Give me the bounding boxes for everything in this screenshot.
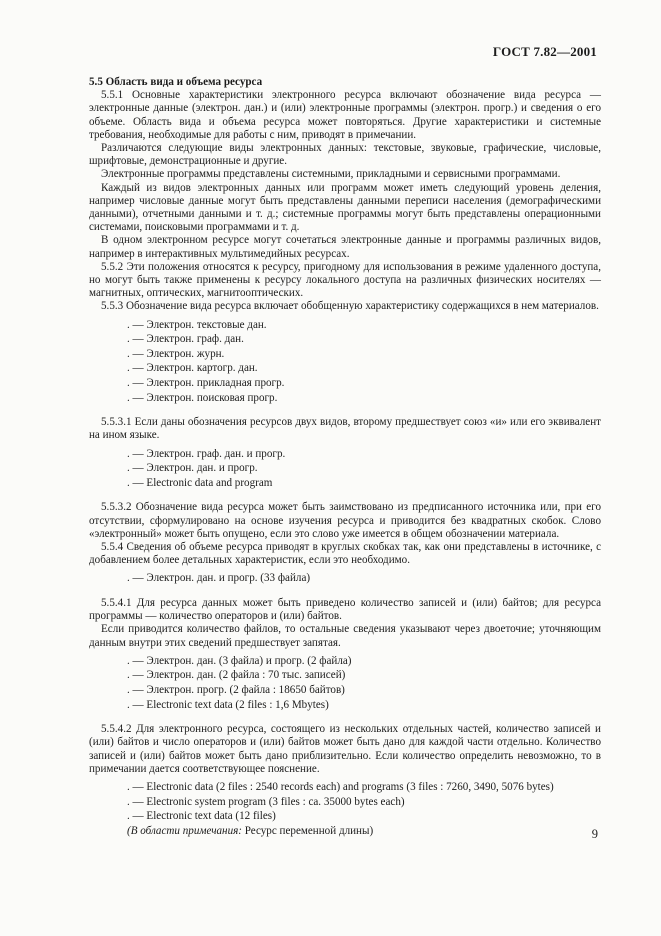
- list-item: . — Электрон. текстовые дан.: [127, 318, 267, 331]
- paragraph-file-count: Если приводится количество файлов, то остальные сведения указывают через двоеточие; уточняющим данным внутри этих сведений предшествует запятая.: [89, 623, 601, 649]
- list-item: . — Electronic system program (3 files : ca. 35000 bytes each): [127, 795, 405, 808]
- section-body: [89, 76, 601, 842]
- list-item: . — Электрон. журн.: [127, 347, 225, 360]
- example-list-5-5-4-1: [89, 654, 601, 712]
- paragraph-5-5-2: 5.5.2 Эти положения относятся к ресурсу, пригодному для использования в режиме удаленного доступа, но могут быть также применены к ресурсу локального доступа на различных физических носителях — магнитных, оптических, магнитооптических.: [89, 260, 601, 300]
- list-item: . — Electronic text data (2 files : 1,6 Mbytes): [127, 698, 329, 711]
- paragraph-5-5-4-1: 5.5.4.1 Для ресурса данных может быть приведено количество записей и (или) байтов; для ресурса программы — количество операторов и (или) байтов.: [89, 597, 601, 623]
- paragraph-division-level: Каждый из видов электронных данных или программ может иметь следующий уровень деления, например числовые данные могут быть представлены данными переписи населения (демографическими данными), отчетными данными и т. д.; системные программы могут быть представлены операционными системами, поисковыми программами и т. д.: [89, 181, 601, 234]
- list-item: . — Electronic data and program: [127, 476, 273, 489]
- paragraph-combination: В одном электронном ресурсе могут сочетаться электронные данные и программы различных видов, например в интерактивных мультимедийных ресурсах.: [89, 234, 601, 260]
- example-list-5-5-4: [89, 571, 601, 586]
- list-item: . — Электрон. картогр. дан.: [127, 362, 258, 375]
- paragraph-5-5-3-1: 5.5.3.1 Если даны обозначения ресурсов двух видов, второму предшествует союз «и» или его эквивалент на ином языке.: [89, 416, 601, 442]
- paragraph-program-types: Электронные программы представлены системными, прикладными и сервисными программами.: [101, 168, 561, 181]
- list-item: . — Электрон. прикладная прогр.: [127, 377, 285, 390]
- note-label: (В области примечания:: [127, 824, 242, 837]
- paragraph-5-5-3: 5.5.3 Обозначение вида ресурса включает обобщенную характеристику содержащихся в нем материалов.: [101, 300, 599, 313]
- list-item: . — Электрон. поисковая прогр.: [127, 391, 278, 404]
- paragraph-5-5-4: 5.5.4 Сведения об объеме ресурса приводят в круглых скобках так, как они представлены в источнике, с добавлением более детальных характеристик, если это необходимо.: [89, 541, 601, 567]
- page-number: 9: [591, 827, 598, 841]
- list-item: . — Электрон. граф. дан.: [127, 333, 244, 346]
- paragraph-5-5-3-2: 5.5.3.2 Обозначение вида ресурса может быть заимствовано из предписанного источника или, при его отсутствии, сформулировано на основе изучения ресурса и приводится без квадратных скобок. Слово «электронный» может быть опущено, если это слово уже имеется в общем обозначении материала.: [89, 501, 601, 540]
- section-heading: 5.5 Область вида и объема ресурса: [89, 76, 263, 88]
- example-list-5-5-4-2: [89, 780, 601, 838]
- list-item: . — Электрон. дан. (3 файла) и прогр. (2 файла): [127, 654, 352, 667]
- list-item: . — Electronic text data (12 files): [127, 810, 276, 823]
- example-list-5-5-3-1: [89, 447, 601, 491]
- paragraph-data-types: Различаются следующие виды электронных данных: текстовые, звуковые, графические, числовые, шрифтовые, демонстрационные и другие.: [89, 142, 601, 168]
- example-list-5-5-3: [89, 318, 601, 406]
- list-item: . — Электрон. дан. (2 файла : 70 тыс. записей): [127, 669, 346, 682]
- note-text: Ресурс переменной длины): [241, 824, 374, 837]
- standard-header: ГОСТ 7.82—2001: [492, 44, 597, 59]
- paragraph-5-5-4-2: 5.5.4.2 Для электронного ресурса, состоящего из нескольких отдельных частей, количество записей и (или) байтов и число операторов и (или) байтов может быть дано для каждой части отдельно. Количество записей и (или) байтов может быть дано приблизительно. Если количество определить невозможно, то в примечании дается соответствующее пояснение.: [89, 723, 601, 775]
- list-item: . — Electronic data (2 files : 2540 records each) and programs (3 files : 7260, 3490, 5076 bytes): [127, 781, 554, 794]
- list-item: . — Электрон. дан. и прогр.: [127, 462, 258, 475]
- list-item: . — Электрон. граф. дан. и прогр.: [127, 447, 286, 460]
- paragraph-5-5-1: 5.5.1 Основные характеристики электронного ресурса включают обозначение вида ресурса — электронные данные (электрон. дан.) и (или) электронные программы (электрон. прогр.) и сведения о его объеме. Область вида и объема ресурса может повторяться. Другие характеристики и системные требования, необходимые для работы с ним, приводят в примечании.: [89, 89, 601, 141]
- note-line: [89, 824, 601, 839]
- list-item: . — Электрон. дан. и прогр. (33 файла): [127, 572, 311, 585]
- list-item: . — Электрон. прогр. (2 файла : 18650 байтов): [127, 684, 345, 697]
